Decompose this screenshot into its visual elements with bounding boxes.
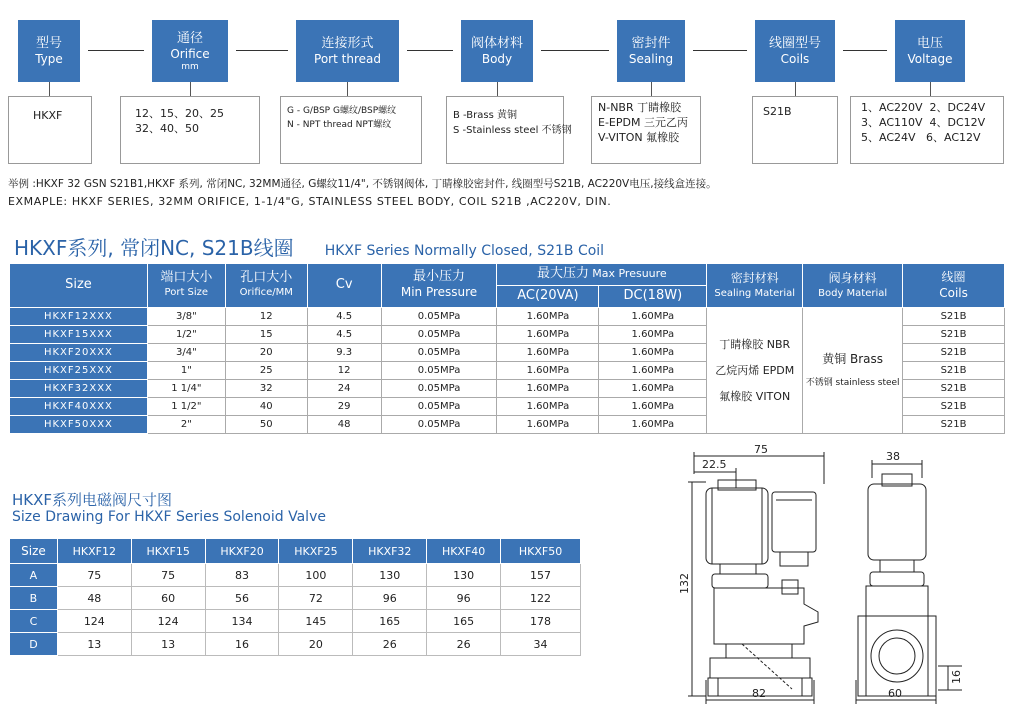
option-text: 12、15、20、25 xyxy=(135,107,224,120)
col-cv: Cv xyxy=(307,264,381,308)
size-drawing-title xyxy=(12,492,326,526)
model-cell: HKXF32XXX xyxy=(10,380,148,398)
orifice-cell: 50 xyxy=(225,416,307,434)
valve-body xyxy=(714,588,818,644)
code-header-zh: 连接形式 xyxy=(321,35,374,51)
port-cell: 1 1/4" xyxy=(147,380,225,398)
code-header-zh: 通径 xyxy=(176,30,203,46)
connector-line xyxy=(693,50,747,51)
col-sealing: 密封材料 Sealing Material xyxy=(707,264,803,308)
table-row xyxy=(10,564,581,587)
dim-label: C xyxy=(10,610,58,633)
connector-line xyxy=(236,50,288,51)
body-material-cell xyxy=(803,308,903,434)
series-title-zh: HKXF系列, 常闭NC, S21B线圈 xyxy=(14,236,294,260)
dim-value: 26 xyxy=(427,633,501,656)
drop-line xyxy=(190,82,191,96)
port-cell: 3/8" xyxy=(147,308,225,326)
dim-value: 26 xyxy=(353,633,427,656)
port-cell: 1 1/2" xyxy=(147,398,225,416)
min-pressure-cell: 0.05MPa xyxy=(381,344,497,362)
code-header-sealing xyxy=(617,20,685,82)
min-pressure-cell: 0.05MPa xyxy=(381,416,497,434)
option-text: 3、AC110V 4、DC12V xyxy=(861,116,986,129)
dim-label-38: 38 xyxy=(886,450,900,463)
dim-value: 124 xyxy=(57,610,131,633)
dim-label-22-5: 22.5 xyxy=(702,458,727,471)
dim-header: HKXF12 xyxy=(57,539,131,564)
dc-cell: 1.60MPa xyxy=(599,362,707,380)
dim-value: 124 xyxy=(131,610,205,633)
valve-dimension-drawing xyxy=(672,444,982,706)
code-header-en: Sealing xyxy=(628,51,674,66)
col-ac: AC(20VA) xyxy=(497,286,599,308)
example-en: EXMAPLE: HKXF SERIES, 32MM ORIFICE, 1-1/4"G, STAINLESS STEEL BODY, COIL S21B ,AC220V, DIN. xyxy=(8,195,612,208)
orifice-cell: 25 xyxy=(225,362,307,380)
orifice-cell: 32 xyxy=(225,380,307,398)
ac-cell: 1.60MPa xyxy=(497,308,599,326)
dim-value: 178 xyxy=(501,610,581,633)
option-text: S21B xyxy=(763,105,792,118)
dim-label-132: 132 xyxy=(678,573,691,594)
series-title xyxy=(14,232,604,261)
col-size: Size xyxy=(10,264,148,308)
col-coil: 线圈 Coils xyxy=(903,264,1005,308)
ac-cell: 1.60MPa xyxy=(497,326,599,344)
table-row xyxy=(10,587,581,610)
dim-label-16: 16 xyxy=(950,670,963,684)
dimension-table xyxy=(9,538,581,656)
option-box-sealing xyxy=(591,96,701,164)
spec-table xyxy=(9,263,1005,434)
port-cell: 3/4" xyxy=(147,344,225,362)
code-header-en: Voltage xyxy=(907,51,953,66)
dim-label: B xyxy=(10,587,58,610)
dim-header: Size xyxy=(10,539,58,564)
option-text: 32、40、50 xyxy=(135,122,199,135)
orifice-cell: 12 xyxy=(225,308,307,326)
code-header-orifice xyxy=(152,20,228,82)
coil-cell: S21B xyxy=(903,380,1005,398)
coil-cell: S21B xyxy=(903,416,1005,434)
option-text: N - NPT thread NPT螺纹 xyxy=(287,120,392,130)
min-pressure-cell: 0.05MPa xyxy=(381,326,497,344)
option-text: 1、AC220V 2、DC24V xyxy=(861,101,986,114)
dim-header: HKXF20 xyxy=(205,539,279,564)
dim-value: 72 xyxy=(279,587,353,610)
coil-cell: S21B xyxy=(903,398,1005,416)
option-text: G - G/BSP G螺纹/BSP螺纹 xyxy=(287,106,397,116)
code-header-zh: 电压 xyxy=(916,35,943,51)
dim-header: HKXF32 xyxy=(353,539,427,564)
sealing-material: 氟橡胶 VITON xyxy=(719,389,791,403)
cv-cell: 12 xyxy=(307,362,381,380)
dim-value: 48 xyxy=(57,587,131,610)
model-cell: HKXF15XXX xyxy=(10,326,148,344)
dim-value: 100 xyxy=(279,564,353,587)
dim-value: 20 xyxy=(279,633,353,656)
cv-cell: 4.5 xyxy=(307,308,381,326)
cv-cell: 29 xyxy=(307,398,381,416)
dim-label: A xyxy=(10,564,58,587)
dim-label: D xyxy=(10,633,58,656)
option-box-voltage xyxy=(850,96,1004,164)
option-box-orifice xyxy=(120,96,260,164)
col-orifice: 孔口大小 Orifice/MM xyxy=(225,264,307,308)
col-dc: DC(18W) xyxy=(599,286,707,308)
code-header-en: Port thread xyxy=(314,51,381,66)
col-min-pressure: 最小压力 Min Pressure xyxy=(381,264,497,308)
model-cell: HKXF40XXX xyxy=(10,398,148,416)
dim-value: 83 xyxy=(205,564,279,587)
option-box-thread xyxy=(280,96,422,164)
port-cell: 2" xyxy=(147,416,225,434)
ac-cell: 1.60MPa xyxy=(497,398,599,416)
dim-value: 13 xyxy=(131,633,205,656)
min-pressure-cell: 0.05MPa xyxy=(381,398,497,416)
drop-line xyxy=(347,82,348,96)
orifice-cell: 20 xyxy=(225,344,307,362)
dim-value: 75 xyxy=(57,564,131,587)
code-header-zh: 密封件 xyxy=(631,35,671,51)
body-material: 不锈钢 stainless steel xyxy=(805,377,900,388)
col-max-pressure: 最大压力 Max Presuure xyxy=(497,264,707,286)
cv-cell: 4.5 xyxy=(307,326,381,344)
ac-cell: 1.60MPa xyxy=(497,416,599,434)
orifice-cell: 40 xyxy=(225,398,307,416)
dim-value: 75 xyxy=(131,564,205,587)
option-text: N-NBR 丁睛橡胶 xyxy=(598,101,682,114)
drop-line xyxy=(497,82,498,96)
dim-value: 96 xyxy=(353,587,427,610)
drop-line xyxy=(49,82,50,96)
option-text: 5、AC24V 6、AC12V xyxy=(861,131,981,144)
dim-value: 165 xyxy=(427,610,501,633)
side-port-inner xyxy=(879,638,915,674)
port-cell: 1/2" xyxy=(147,326,225,344)
option-text: V-VITON 氟橡胶 xyxy=(598,131,680,144)
table-row xyxy=(10,633,581,656)
dim-value: 96 xyxy=(427,587,501,610)
dim-value: 165 xyxy=(353,610,427,633)
dim-value: 60 xyxy=(131,587,205,610)
ac-cell: 1.60MPa xyxy=(497,362,599,380)
port-cell: 1" xyxy=(147,362,225,380)
orifice-cell: 15 xyxy=(225,326,307,344)
cv-cell: 48 xyxy=(307,416,381,434)
dim-label-60: 60 xyxy=(888,687,902,700)
dc-cell: 1.60MPa xyxy=(599,308,707,326)
code-header-coils xyxy=(755,20,835,82)
cv-cell: 24 xyxy=(307,380,381,398)
valve-port xyxy=(710,658,810,678)
connector-line xyxy=(88,50,144,51)
code-header-en: Orifice xyxy=(170,46,210,61)
option-text: B -Brass 黄铜 xyxy=(453,110,517,121)
dc-cell: 1.60MPa xyxy=(599,344,707,362)
example-zh: 举例 :HKXF 32 GSN S21B1,HKXF 系列, 常闭NC, 32MM通径, G螺纹11/4", 不锈钢阀体, 丁睛橡胶密封件, 线圈型号S21B, AC220V电压,接线盒连接。 xyxy=(8,178,717,190)
series-title-en: HKXF Series Normally Closed, S21B Coil xyxy=(324,243,605,259)
dim-value: 16 xyxy=(205,633,279,656)
model-cell: HKXF50XXX xyxy=(10,416,148,434)
dim-value: 130 xyxy=(353,564,427,587)
min-pressure-cell: 0.05MPa xyxy=(381,380,497,398)
dim-value: 134 xyxy=(205,610,279,633)
coil-cell: S21B xyxy=(903,326,1005,344)
code-header-en: Coils xyxy=(780,51,810,66)
dc-cell: 1.60MPa xyxy=(599,416,707,434)
min-pressure-cell: 0.05MPa xyxy=(381,308,497,326)
table-row xyxy=(10,610,581,633)
code-header-thread xyxy=(296,20,399,82)
connector-line xyxy=(843,50,887,51)
sealing-material-cell xyxy=(707,308,803,434)
min-pressure-cell: 0.05MPa xyxy=(381,362,497,380)
code-header-body xyxy=(461,20,533,82)
coil-cell: S21B xyxy=(903,308,1005,326)
drop-line xyxy=(651,82,652,96)
dim-header: HKXF50 xyxy=(501,539,581,564)
dim-value: 34 xyxy=(501,633,581,656)
code-header-voltage xyxy=(895,20,965,82)
option-text: E-EPDM 三元乙丙 xyxy=(598,116,688,129)
code-header-zh: 阀体材料 xyxy=(470,35,523,51)
code-header-en: Type xyxy=(35,51,63,66)
dim-value: 157 xyxy=(501,564,581,587)
ac-cell: 1.60MPa xyxy=(497,344,599,362)
option-box-type xyxy=(8,96,92,164)
ac-cell: 1.60MPa xyxy=(497,380,599,398)
body-material: 黄铜 Brass xyxy=(822,351,884,366)
sealing-material: 乙烷丙烯 EPDM xyxy=(715,363,795,377)
code-header-en: Body xyxy=(481,51,513,66)
option-box-body xyxy=(446,96,572,164)
dc-cell: 1.60MPa xyxy=(599,380,707,398)
connector-line xyxy=(541,50,609,51)
dim-header: HKXF15 xyxy=(131,539,205,564)
coil-body xyxy=(706,488,768,564)
code-header-zh: 线圈型号 xyxy=(768,35,821,51)
dim-header: HKXF25 xyxy=(279,539,353,564)
coil-cell: S21B xyxy=(903,362,1005,380)
side-body xyxy=(858,616,936,696)
side-coil xyxy=(868,484,926,560)
dc-cell: 1.60MPa xyxy=(599,326,707,344)
code-header-sub: mm xyxy=(181,61,199,72)
col-port: 端口大小 Port Size xyxy=(147,264,225,308)
dim-value: 13 xyxy=(57,633,131,656)
dim-label-75: 75 xyxy=(754,444,768,456)
dim-header: HKXF40 xyxy=(427,539,501,564)
option-text: S -Stainless steel 不锈钢 xyxy=(453,125,572,136)
size-drawing-title-en: Size Drawing For HKXF Series Solenoid Valve xyxy=(12,509,326,525)
connector-line xyxy=(407,50,453,51)
code-header-zh: 型号 xyxy=(35,35,62,51)
model-cell: HKXF12XXX xyxy=(10,308,148,326)
dim-value: 130 xyxy=(427,564,501,587)
size-drawing-title-zh: HKXF系列电磁阀尺寸图 xyxy=(12,491,173,509)
model-cell: HKXF25XXX xyxy=(10,362,148,380)
dim-value: 122 xyxy=(501,587,581,610)
model-cell: HKXF20XXX xyxy=(10,344,148,362)
sealing-material: 丁睛橡胶 NBR xyxy=(719,337,791,351)
drop-line xyxy=(930,82,931,96)
drop-line xyxy=(795,82,796,96)
dim-value: 145 xyxy=(279,610,353,633)
coil-cell: S21B xyxy=(903,344,1005,362)
col-body: 阀身材料 Body Material xyxy=(803,264,903,308)
code-header-type xyxy=(18,20,80,82)
option-text: HKXF xyxy=(33,109,63,122)
dim-value: 56 xyxy=(205,587,279,610)
dc-cell: 1.60MPa xyxy=(599,398,707,416)
cv-cell: 9.3 xyxy=(307,344,381,362)
dim-label-82: 82 xyxy=(752,687,766,700)
din-connector xyxy=(772,492,816,552)
option-box-coils xyxy=(752,96,838,164)
table-row xyxy=(10,308,1005,326)
